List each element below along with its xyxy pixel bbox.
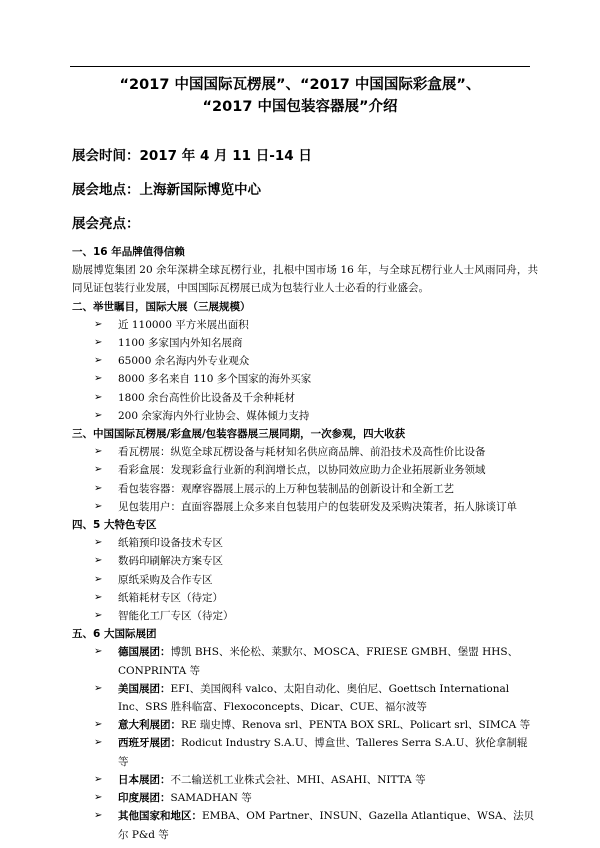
section-4-title: 四、5 大特色专区 [72,519,157,532]
list-item: ➢ 纸箱耗材专区（待定） [72,589,538,607]
arrow-bullet-icon: ➢ [94,337,103,349]
list-item: ➢ 数码印刷解决方案专区 [72,552,538,570]
list-item: ➢ 智能化工厂专区（待定） [72,607,538,625]
highlights-heading: 展会亮点： [72,216,140,232]
section-2-title: 二、举世瞩目，国际大展（三展规模） [72,300,251,313]
arrow-bullet-icon: ➢ [94,409,103,421]
title-line-2: “2017 中国包装容器展”介绍 [202,99,398,115]
highlights-content [72,243,538,844]
list-item: ➢ 意大利展团：RE 瑞史博、Renova srl、PENTA BOX SRL、Policart srl、SIMCA 等 [72,716,538,734]
section-5-title: 五、6 大国际展团 [72,628,157,641]
arrow-bullet-icon: ➢ [94,555,103,567]
arrow-bullet-icon: ➢ [94,373,103,385]
arrow-bullet-icon: ➢ [94,646,103,658]
list-item: ➢ 德国展团：博凯 BHS、米伦松、莱默尔、MOSCA、FRIESE GMBH、堡盟 HHS、CONPRINTA 等 [72,643,538,679]
arrow-bullet-icon: ➢ [94,318,103,330]
arrow-bullet-icon: ➢ [94,355,103,367]
list-item: ➢ 西班牙展团：Rodicut Industry S.A.U、博盒世、Talleres Serra S.A.U、狄伦拿制辊等 [72,734,538,770]
list-item: ➢ 纸箱预印设备技术专区 [72,534,538,552]
arrow-bullet-icon: ➢ [94,464,103,476]
list-item: ➢ 65000 余名海内外专业观众 [72,352,538,370]
top-rule [70,66,530,67]
arrow-bullet-icon: ➢ [94,446,103,458]
list-item: ➢ 见包装用户：直面容器展上众多来自包装用户的包装研发及采购决策者，拓人脉谈订单 [72,498,538,516]
exhibition-time: 展会时间：2017 年 4 月 11 日-14 日 [72,148,312,164]
section-1-title: 一、16 年品牌值得信赖 [72,246,185,258]
section-3-title: 三、中国国际瓦楞展/彩盒展/包装容器展三展同期，一次参观，四大收获 [72,428,406,441]
list-item: ➢ 美国展团：EFI、美国阀科 valco、太阳自动化、奥伯尼、Goettsch International Inc、SRS 胜科临富、Flexoconcepts、Dicar、CUE、福尔波等 [72,680,538,716]
page-title [70,74,530,118]
list-item: ➢ 原纸采购及合作专区 [72,571,538,589]
arrow-bullet-icon: ➢ [94,773,103,785]
title-line-1: “2017 中国国际瓦楞展”、“2017 中国国际彩盒展”、 [119,77,481,93]
list-item: ➢ 近 110000 平方米展出面积 [72,316,538,334]
list-item: ➢ 其他国家和地区：EMBA、OM Partner、INSUN、Gazella Atlantique、WSA、法贝尔 P&d 等 [72,807,538,843]
arrow-bullet-icon: ➢ [94,573,103,585]
arrow-bullet-icon: ➢ [94,482,103,494]
section-1-paragraph: 励展博览集团 20 余年深耕全球瓦楞行业，扎根中国市场 16 年，与全球瓦楞行业人士风雨同舟，共同见证包装行业发展，中国国际瓦楞展已成为包装行业人士必看的行业盛会。 [72,264,538,295]
list-item: ➢ 日本展团：不二输送机工业株式会社、MHI、ASAHI、NITTA 等 [72,771,538,789]
arrow-bullet-icon: ➢ [94,500,103,512]
arrow-bullet-icon: ➢ [94,591,103,603]
list-item: ➢ 印度展团：SAMADHAN 等 [72,789,538,807]
exhibition-location: 展会地点：上海新国际博览中心 [72,182,261,198]
list-item: ➢ 1100 多家国内外知名展商 [72,334,538,352]
arrow-bullet-icon: ➢ [94,719,103,731]
arrow-bullet-icon: ➢ [94,810,103,822]
arrow-bullet-icon: ➢ [94,792,103,804]
arrow-bullet-icon: ➢ [94,391,103,403]
list-item: ➢ 200 余家海内外行业协会、媒体倾力支持 [72,407,538,425]
list-item: ➢ 看彩盒展：发现彩盒行业新的利润增长点，以协同效应助力企业拓展新业务领域 [72,461,538,479]
arrow-bullet-icon: ➢ [94,610,103,622]
list-item: ➢ 8000 多名来自 110 多个国家的海外买家 [72,370,538,388]
arrow-bullet-icon: ➢ [94,537,103,549]
arrow-bullet-icon: ➢ [94,682,103,694]
list-item: ➢ 看瓦楞展：纵览全球瓦楞设备与耗材知名供应商品牌、前沿技术及高性价比设备 [72,443,538,461]
list-item: ➢ 1800 余台高性价比设备及千余种耗材 [72,389,538,407]
arrow-bullet-icon: ➢ [94,737,103,749]
list-item: ➢ 看包装容器：观摩容器展上展示的上万种包装制品的创新设计和全新工艺 [72,480,538,498]
